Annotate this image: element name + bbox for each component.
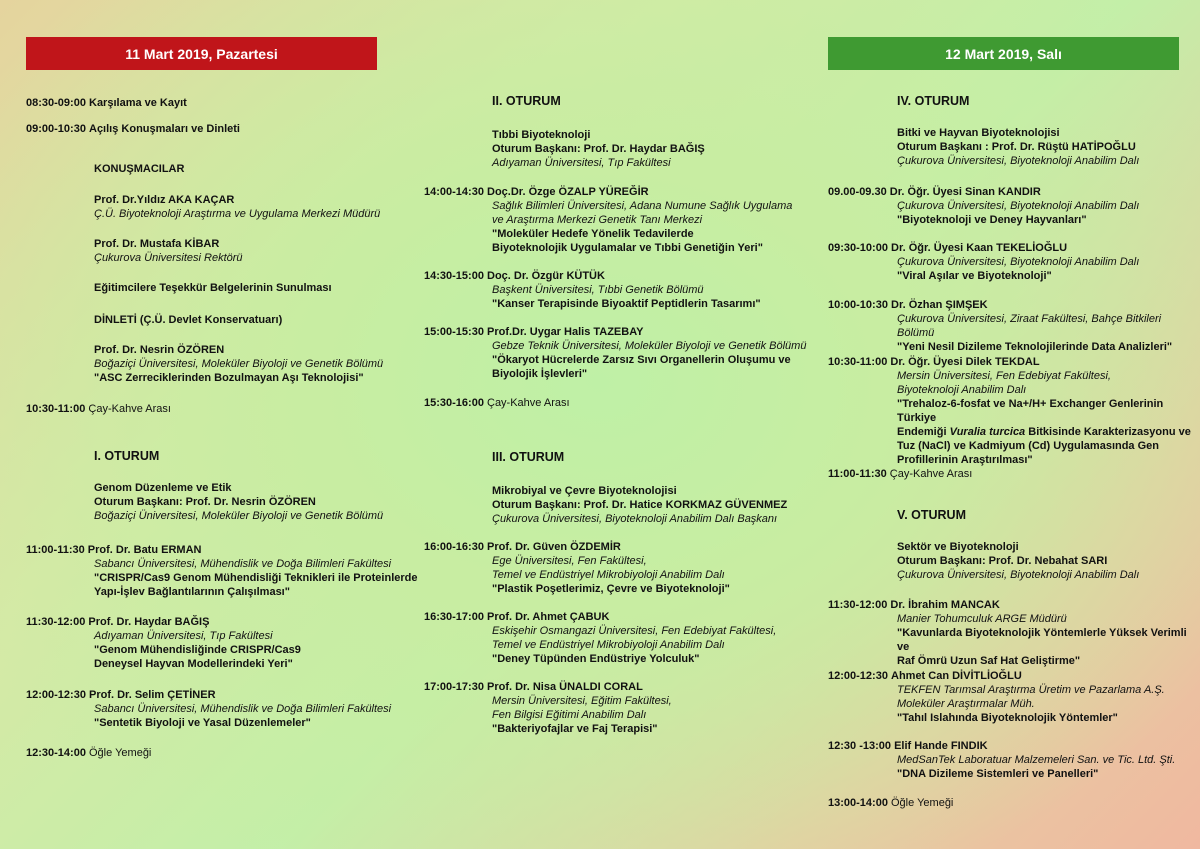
schedule-row bbox=[828, 796, 953, 810]
session-info bbox=[94, 481, 383, 523]
talk-title: "Yeni Nesil Dizileme Teknolojilerinde Data Analizleri" bbox=[897, 341, 1173, 353]
speaker-affiliation: Mersin Üniversitesi, Fen Edebiyat Fakültesi, bbox=[897, 370, 1111, 382]
time: 15:30-16:00 bbox=[424, 397, 484, 409]
talk-details bbox=[897, 255, 1139, 283]
session-chair-affiliation: Çukurova Üniversitesi, Biyoteknoloji Anabilim Dalı bbox=[897, 155, 1140, 167]
time: 12:30 -13:00 bbox=[828, 740, 891, 752]
schedule-row bbox=[26, 96, 187, 110]
session-info bbox=[897, 540, 1139, 582]
schedule-row bbox=[26, 746, 151, 760]
event: Açılış Konuşmaları ve Dinleti bbox=[89, 123, 240, 135]
talk-details bbox=[897, 369, 1200, 467]
time: 14:00-14:30 bbox=[424, 186, 484, 198]
time: 12:30-14:00 bbox=[26, 747, 86, 759]
talk-block bbox=[828, 669, 1022, 683]
time: 10:00-10:30 bbox=[828, 299, 888, 311]
session-topic: Tıbbi Biyoteknoloji bbox=[492, 129, 591, 141]
session-chair: Oturum Başkanı: Prof. Dr. Nesrin ÖZÖREN bbox=[94, 496, 316, 508]
speakers-heading: KONUŞMACILAR bbox=[94, 163, 185, 175]
schedule-row bbox=[26, 402, 171, 416]
talk-block bbox=[424, 269, 605, 283]
speaker-name: Dr. Öğr. Üyesi Kaan TEKELİOĞLU bbox=[891, 242, 1068, 254]
speaker-affiliation: Çukurova Üniversitesi Rektörü bbox=[94, 252, 243, 264]
talk-block bbox=[828, 298, 988, 312]
speaker-name: Dr. Öğr. Üyesi Dilek TEKDAL bbox=[890, 356, 1040, 368]
session-chair-affiliation: Çukurova Üniversitesi, Biyoteknoloji Anabilim Dalı bbox=[897, 569, 1140, 581]
speaker-affiliation: Sağlık Bilimleri Üniversitesi, Adana Numune Sağlık Uygulama bbox=[492, 200, 793, 212]
session-title: V. OTURUM bbox=[897, 508, 966, 522]
talk-title: "Biyoteknoloji ve Deney Hayvanları" bbox=[897, 214, 1087, 226]
speaker-name: Prof. Dr. Nisa ÜNALDI CORAL bbox=[487, 681, 643, 693]
session-chair-affiliation: Adıyaman Üniversitesi, Tıp Fakültesi bbox=[492, 157, 671, 169]
speaker-affiliation: Adıyaman Üniversitesi, Tıp Fakültesi bbox=[94, 630, 273, 642]
schedule-row bbox=[424, 396, 570, 410]
time: 10:30-11:00 bbox=[828, 356, 888, 368]
session-title: I. OTURUM bbox=[94, 449, 160, 463]
talk-details bbox=[897, 753, 1175, 781]
speaker-affiliation: Gebze Teknik Üniversitesi, Moleküler Biyoloji ve Genetik Bölümü bbox=[492, 340, 807, 352]
talk-details bbox=[492, 283, 761, 311]
event: Çay-Kahve Arası bbox=[88, 403, 171, 415]
talk-block bbox=[828, 185, 1041, 199]
talk-details bbox=[897, 312, 1200, 354]
speaker-affiliation: Boğaziçi Üniversitesi, Moleküler Biyoloji ve Genetik Bölümü bbox=[94, 358, 384, 370]
talk-block bbox=[26, 688, 216, 702]
talk-title: Profillerinin Araştırılması" bbox=[897, 454, 1033, 466]
talk-block bbox=[26, 543, 201, 557]
time: 10:30-11:00 bbox=[26, 403, 86, 415]
talk-block bbox=[424, 610, 609, 624]
talk-title: "ASC Zerreciklerinden Bozulmayan Aşı Teknolojisi" bbox=[94, 372, 364, 384]
speaker-name: Prof. Dr.Yıldız AKA KAÇAR bbox=[94, 194, 235, 206]
talk-block bbox=[828, 241, 1067, 255]
speaker-name: Doç.Dr. Özge ÖZALP YÜREĞİR bbox=[487, 186, 649, 198]
talk-details bbox=[897, 199, 1139, 227]
time: 16:30-17:00 bbox=[424, 611, 484, 623]
event: Öğle Yemeği bbox=[891, 797, 954, 809]
speaker-name: Ahmet Can DİVİTLİOĞLU bbox=[891, 670, 1022, 682]
speaker-affiliation: Biyoteknoloji Anabilim Dalı bbox=[897, 384, 1027, 396]
speaker-affiliation: Başkent Üniversitesi, Tıbbi Genetik Bölümü bbox=[492, 284, 704, 296]
time: 11:30-12:00 bbox=[26, 616, 86, 628]
time: 13:00-14:00 bbox=[828, 797, 888, 809]
talk-details bbox=[492, 624, 776, 666]
time: 15:00-15:30 bbox=[424, 326, 484, 338]
time: 11:00-11:30 bbox=[828, 468, 887, 480]
certificates-item: Eğitimcilere Teşekkür Belgelerinin Sunulması bbox=[94, 282, 332, 294]
time: 08:30-09:00 bbox=[26, 97, 86, 109]
talk-details bbox=[94, 629, 301, 671]
session-chair: Oturum Başkanı: Prof. Dr. Haydar BAĞIŞ bbox=[492, 143, 705, 155]
event: Çay-Kahve Arası bbox=[889, 468, 973, 480]
talk-block bbox=[828, 355, 1040, 369]
talk-details bbox=[94, 557, 417, 599]
session-title: III. OTURUM bbox=[492, 450, 565, 464]
talk-title: Yapı-İşlev Bağlantılarının Çalışılması" bbox=[94, 586, 290, 598]
talk-title: "Genom Mühendisliğinde CRISPR/Cas9 bbox=[94, 644, 301, 656]
session-title: II. OTURUM bbox=[492, 94, 561, 108]
speaker-block bbox=[94, 237, 243, 265]
talk-title-part: Bitkisinde Karakterizasyonu ve bbox=[1025, 426, 1191, 438]
talk-title: "Deney Tüpünden Endüstriye Yolculuk" bbox=[492, 653, 700, 665]
session-topic: Bitki ve Hayvan Biyoteknolojisi bbox=[897, 127, 1060, 139]
session-chair-affiliation: Çukurova Üniversitesi, Biyoteknoloji Anabilim Dalı Başkanı bbox=[492, 513, 778, 525]
time: 12:00-12:30 bbox=[828, 670, 888, 682]
speaker-name: Prof. Dr. Mustafa KİBAR bbox=[94, 238, 220, 250]
event: Çay-Kahve Arası bbox=[487, 397, 570, 409]
speaker-affiliation: Çukurova Üniversitesi, Biyoteknoloji Anabilim Dalı bbox=[897, 200, 1140, 212]
speaker-block bbox=[94, 193, 380, 221]
time: 11:00-11:30 bbox=[26, 544, 85, 556]
speaker-affiliation: Sabancı Üniversitesi, Mühendislik ve Doğa Bilimleri Fakültesi bbox=[94, 703, 392, 715]
speaker-name: Prof. Dr. Selim ÇETİNER bbox=[89, 689, 216, 701]
talk-title: "DNA Dizileme Sistemleri ve Panelleri" bbox=[897, 768, 1099, 780]
speaker-affiliation: Ege Üniversitesi, Fen Fakültesi, bbox=[492, 555, 647, 567]
talk-title: "Trehaloz-6-fosfat ve Na+/H+ Exchanger Genlerinin Türkiye bbox=[897, 398, 1164, 424]
event: Öğle Yemeği bbox=[89, 747, 152, 759]
speaker-name: Prof. Dr. Nesrin ÖZÖREN bbox=[94, 344, 225, 356]
speaker-name: Dr. Öğr. Üyesi Sinan KANDIR bbox=[889, 186, 1041, 198]
species-name: Vuralia turcica bbox=[949, 426, 1026, 438]
speaker-affiliation: Sabancı Üniversitesi, Mühendislik ve Doğa Bilimleri Fakültesi bbox=[94, 558, 392, 570]
talk-title: Tuz (NaCl) ve Kadmiyum (Cd) Uygulamasında Gen bbox=[897, 440, 1160, 452]
speaker-name: Prof. Dr. Güven ÖZDEMİR bbox=[487, 541, 621, 553]
session-chair-affiliation: Boğaziçi Üniversitesi, Moleküler Biyoloji ve Genetik Bölümü bbox=[94, 510, 384, 522]
session-chair: Oturum Başkanı : Prof. Dr. Rüştü HATİPOĞLU bbox=[897, 141, 1136, 153]
speaker-affiliation: Ç.Ü. Biyoteknoloji Araştırma ve Uygulama Merkezi Müdürü bbox=[94, 208, 381, 220]
time: 12:00-12:30 bbox=[26, 689, 86, 701]
speaker-name: Prof. Dr. Batu ERMAN bbox=[87, 544, 202, 556]
talk-details bbox=[492, 554, 730, 596]
speaker-name: Elif Hande FINDIK bbox=[894, 740, 988, 752]
speaker-affiliation: TEKFEN Tarımsal Araştırma Üretim ve Pazarlama A.Ş. bbox=[897, 684, 1165, 696]
talk-title: "Plastik Poşetlerimiz, Çevre ve Biyoteknoloji" bbox=[492, 583, 730, 595]
talk-title: Raf Ömrü Uzun Saf Hat Geliştirme" bbox=[897, 655, 1081, 667]
speaker-affiliation: Fen Bilgisi Eğitimi Anabilim Dalı bbox=[492, 709, 647, 721]
session-chair: Oturum Başkanı: Prof. Dr. Hatice KORKMAZ GÜVENMEZ bbox=[492, 499, 788, 511]
schedule-row bbox=[828, 467, 972, 481]
speaker-block bbox=[94, 343, 383, 385]
speaker-affiliation: Temel ve Endüstriyel Mikrobiyoloji Anabilim Dalı bbox=[492, 639, 725, 651]
speaker-affiliation: Eskişehir Osmangazi Üniversitesi, Fen Edebiyat Fakültesi, bbox=[492, 625, 777, 637]
talk-details bbox=[492, 694, 672, 736]
talk-title: "CRISPR/Cas9 Genom Mühendisliği Teknikleri ile Proteinlerde bbox=[94, 572, 418, 584]
talk-title-part: Endemiği bbox=[897, 426, 950, 438]
session-info bbox=[492, 128, 705, 170]
speaker-affiliation: Manier Tohumculuk ARGE Müdürü bbox=[897, 613, 1067, 625]
session-info bbox=[897, 126, 1139, 168]
event: Karşılama ve Kayıt bbox=[89, 97, 187, 109]
talk-block bbox=[828, 598, 1000, 612]
talk-details bbox=[897, 683, 1165, 725]
talk-title: Biyolojik İşlevleri" bbox=[492, 368, 588, 380]
talk-title: Biyoteknolojik Uygulamalar ve Tıbbi Genetiğin Yeri" bbox=[492, 242, 763, 254]
talk-title: "Bakteriyofajlar ve Faj Terapisi" bbox=[492, 723, 658, 735]
talk-title: "Ökaryot Hücrelerde Zarsız Sıvı Organellerin Oluşumu ve bbox=[492, 354, 791, 366]
talk-block bbox=[424, 680, 643, 694]
talk-title: "Viral Aşılar ve Biyoteknoloji" bbox=[897, 270, 1052, 282]
speaker-affiliation: Çukurova Üniversitesi, Biyoteknoloji Anabilim Dalı bbox=[897, 256, 1140, 268]
session-info bbox=[492, 484, 787, 526]
talk-block bbox=[828, 739, 988, 753]
speaker-affiliation: MedSanTek Laboratuar Malzemeleri San. ve Tic. Ltd. Şti. bbox=[897, 754, 1176, 766]
time: 09.00-09.30 bbox=[828, 186, 887, 198]
time: 09:00-10:30 bbox=[26, 123, 86, 135]
time: 09:30-10:00 bbox=[828, 242, 888, 254]
session-topic: Mikrobiyal ve Çevre Biyoteknolojisi bbox=[492, 485, 677, 497]
talk-title: Deneysel Hayvan Modellerindeki Yeri" bbox=[94, 658, 293, 670]
date-header-day2: 12 Mart 2019, Salı bbox=[828, 37, 1179, 70]
concert-item: DİNLETİ (Ç.Ü. Devlet Konservatuarı) bbox=[94, 314, 283, 326]
time: 16:00-16:30 bbox=[424, 541, 484, 553]
speaker-name: Dr. Özhan ŞIMŞEK bbox=[891, 299, 988, 311]
talk-title: "Moleküler Hedefe Yönelik Tedavilerde bbox=[492, 228, 694, 240]
speaker-name: Prof. Dr. Ahmet ÇABUK bbox=[487, 611, 610, 623]
time: 17:00-17:30 bbox=[424, 681, 484, 693]
session-topic: Sektör ve Biyoteknoloji bbox=[897, 541, 1019, 553]
talk-block bbox=[424, 325, 644, 339]
talk-details bbox=[492, 339, 806, 381]
talk-block bbox=[424, 185, 649, 199]
schedule-row bbox=[26, 122, 240, 136]
speaker-affiliation: Moleküler Araştırmalar Müh. bbox=[897, 698, 1035, 710]
talk-title: "Kavunlarda Biyoteknolojik Yöntemlerle Yüksek Verimli ve bbox=[897, 627, 1187, 653]
time: 14:30-15:00 bbox=[424, 270, 484, 282]
session-chair: Oturum Başkanı: Prof. Dr. Nebahat SARI bbox=[897, 555, 1108, 567]
speaker-name: Dr. İbrahim MANCAK bbox=[890, 599, 1000, 611]
speaker-name: Prof.Dr. Uygar Halis TAZEBAY bbox=[487, 326, 644, 338]
talk-details bbox=[492, 199, 792, 255]
session-title: IV. OTURUM bbox=[897, 94, 970, 108]
talk-title: "Sentetik Biyoloji ve Yasal Düzenlemeler" bbox=[94, 717, 311, 729]
speaker-affiliation: ve Araştırma Merkezi Genetik Tanı Merkezi bbox=[492, 214, 703, 226]
talk-details bbox=[897, 612, 1200, 668]
time: 11:30-12:00 bbox=[828, 599, 888, 611]
talk-block bbox=[26, 615, 209, 629]
speaker-affiliation: Çukurova Üniversitesi, Ziraat Fakültesi, Bahçe Bitkileri Bölümü bbox=[897, 313, 1162, 339]
talk-title: "Kanser Terapisinde Biyoaktif Peptidlerin Tasarımı" bbox=[492, 298, 761, 310]
speaker-name: Doç. Dr. Özgür KÜTÜK bbox=[487, 270, 605, 282]
talk-block bbox=[424, 540, 621, 554]
talk-title bbox=[897, 425, 1200, 439]
session-topic: Genom Düzenleme ve Etik bbox=[94, 482, 232, 494]
speaker-name: Prof. Dr. Haydar BAĞIŞ bbox=[88, 616, 210, 628]
date-header-day1: 11 Mart 2019, Pazartesi bbox=[26, 37, 377, 70]
talk-details bbox=[94, 702, 391, 730]
talk-title: "Tahıl Islahında Biyoteknolojik Yöntemler" bbox=[897, 712, 1118, 724]
speaker-affiliation: Mersin Üniversitesi, Eğitim Fakültesi, bbox=[492, 695, 672, 707]
speaker-affiliation: Temel ve Endüstriyel Mikrobiyoloji Anabilim Dalı bbox=[492, 569, 725, 581]
